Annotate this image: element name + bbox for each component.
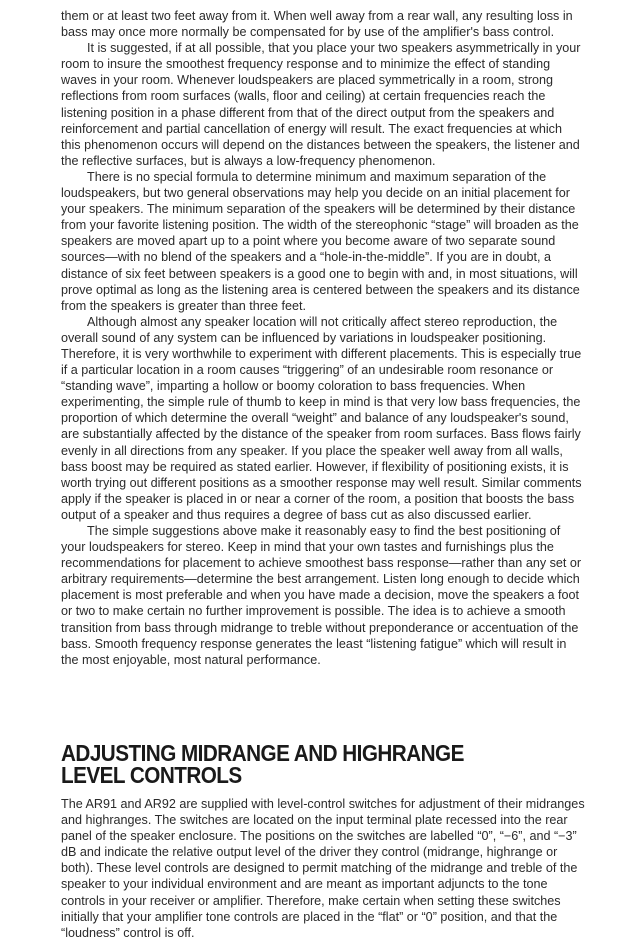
paragraph-level-controls: The AR91 and AR92 are supplied with level-control switches for adjustment of their midranges and highranges. The switches are located on the input terminal plate recessed into the rear panel of the speaker enclosure. The positions on the switches are labelled “0”, “−6”, and “−3” dB and indicate the relative output level of the driver they control (midrange, highrange or both). These level controls are designed to permit matching of the midrange and treble of the speaker to your individual environment and are meant as important adjuncts to the tone controls in your receiver or amplifier. Therefore, make certain when setting these switches initially that your amplifier tone controls are placed in the “flat” or “0” position, and that the “loudness” control is off.	[61, 797, 585, 940]
section-heading-line-2: LEVEL CONTROLS	[61, 762, 242, 788]
paragraph-simple-suggestions: The simple suggestions above make it reasonably easy to find the best positioning of your loudspeakers for stereo. Keep in mind that your own tastes and furnishings plus the recommendations for placement to achieve smoothest bass response—rather than any set or arbitrary requirements—determine the best arrangement. Listen long enough to decide which placement is most preferable and when you have made a decision, move the speakers a foot or two to make certain no further improvement is possible. The idea is to achieve a smooth transition from bass through midrange to treble without preponderance or accentuation of the bass. Smooth frequency response generates the least “listening fatigue” which will result in the most enjoyable, most natural performance.	[61, 524, 582, 667]
body-text	[61, 8, 585, 668]
paragraph-continuation: them or at least two feet away from it. When well away from a rear wall, any resulting loss in bass may once more normally be compensated for by use of the amplifier's bass control.	[61, 9, 573, 40]
paragraph-experimenting: Although almost any speaker location will not critically affect stereo reproduction, the overall sound of any system can be influenced by variations in loudspeaker positioning. Therefore, it is very worthwhile to experiment with different placements. This is especially true if a particular location in a room causes “triggering” of an undesirable room resonance or “standing wave”, imparting a hollow or boomy coloration to bass frequencies. When experimenting, the simple rule of thumb to keep in mind is that very low bass frequencies, the proportion of which determine the overall “weight” and balance of any loudspeaker's sound, are substantially affected by the distance of the speaker from room surfaces. Bass flows fairly evenly in all directions from any speaker. If you place the speaker well away from all walls, bass boost may be required as stated earlier. However, if flexibility of positioning exists, it is worth trying out different positions as a smoother response may well result. Similar comments apply if the speaker is placed in or near a corner of the room, a position that boosts the bass output of a speaker and thus requires a degree of bass cut as also discussed earlier.	[61, 314, 582, 522]
section-body	[61, 796, 585, 941]
paragraph-asymmetric-placement: It is suggested, if at all possible, that you place your two speakers asymmetrically in your room to insure the smoothest frequency response and to minimize the effect of standing waves in your room. Whenever loudspeakers are placed symmetrically in a room, strong reflections from room surfaces (walls, floor and ceiling) at certain frequencies reach the listening position in a phase different from that of the direct output from the speakers and reinforcement and partial cancellation of energy will result. The exact frequencies at which this phenomenon occurs will depend on the distances between the speakers, the listener and the reflective surfaces, but is always a low-frequency phenomenon.	[61, 41, 581, 168]
section-heading-line-1: ADJUSTING MIDRANGE AND HIGHRANGE	[61, 740, 464, 766]
paragraph-speaker-separation: There is no special formula to determine minimum and maximum separation of the loudspeakers, but two general observations may help you decide on an initial placement for your speakers. The minimum separation of the speakers will be determined by their distance from your favorite listening position. The width of the stereophonic “stage” will broaden as the speakers are moved apart up to a point where you become aware of two separate sound sources—with no blend of the speakers and a “hole-in-the-middle”. If you are in doubt, a distance of six feet between speakers is a good one to begin with and, in most situations, will prove optimal as long as the listening area is centered between the speakers and its distance from the speakers is greater than three feet.	[61, 169, 580, 313]
section-heading	[61, 742, 538, 786]
